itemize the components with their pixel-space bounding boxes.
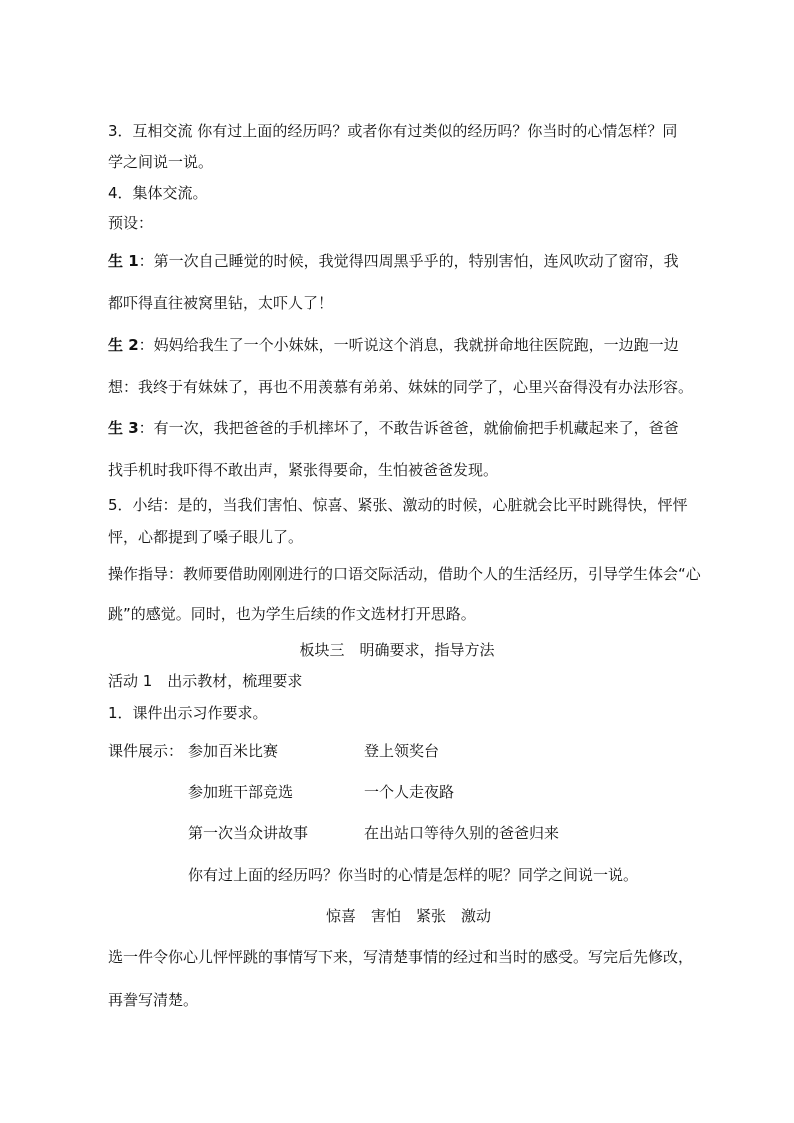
item4: 4．集体交流。 [108,184,208,202]
student1-text: ：第一次自己睡觉的时候，我觉得四周黑乎乎的，特别害怕，连风吹动了窗帘，我 [138,252,679,270]
student2-line1 [108,335,679,355]
emotion-words: 惊喜 害怕 紧张 激动 [326,907,492,925]
student1-line1 [108,251,679,271]
experience-item: 参加班干部竞选 [188,783,294,801]
student3-line2: 找手机时我吓得不敢出声，紧张得要命，生怕被爸爸发现。 [108,461,499,479]
student2-label: 生 2 [108,336,139,354]
final-line2: 再誊写清楚。 [108,991,199,1009]
student3-text: ：有一次，我把爸爸的手机摔坏了，不敢告诉爸爸，就偷偷把手机藏起来了，爸爸 [138,419,679,437]
student3-label: 生 3 [108,419,139,437]
item3-line2: 学之间说一说。 [108,153,214,171]
activity1-heading: 活动 1 出示教材，梳理要求 [108,672,303,690]
student2-text: ：妈妈给我生了一个小妹妹，一听说这个消息，我就拼命地往医院跑，一边跑一边 [138,336,679,354]
experience-item: 参加百米比赛 [188,742,279,760]
courseware-label: 课件展示： [108,742,184,760]
preset-label: 预设： [108,214,154,232]
item1: 1．课件出示习作要求。 [108,704,268,722]
experience-item: 登上领奖台 [364,742,440,760]
guide-line1: 操作指导：教师要借助刚刚进行的口语交际活动，借助个人的生活经历，引导学生体会“心 [108,565,701,583]
courseware-question: 你有过上面的经历吗？你当时的心情是怎样的呢？同学之间说一说。 [188,866,639,884]
experience-item: 在出站口等待久别的爸爸归来 [364,824,560,842]
item5-line1: 5．小结：是的，当我们害怕、惊喜、紧张、激动的时候，心脏就会比平时跳得快，怦怦 [108,496,688,514]
item5-line2: 怦，心都提到了嗓子眼儿了。 [108,528,304,546]
experience-item: 一个人走夜路 [364,783,455,801]
student2-line2: 想：我终于有妹妹了，再也不用羡慕有弟弟、妹妹的同学了，心里兴奋得没有办法形容。 [108,378,694,396]
final-line1: 选一件令你心儿怦怦跳的事情写下来，写清楚事情的经过和当时的感受。写完后先修改， [108,948,694,966]
guide-line2: 跳”的感觉。同时，也为学生后续的作文选材打开思路。 [108,605,476,623]
student1-line2: 都吓得直往被窝里钻，太吓人了！ [108,294,334,312]
student3-line1 [108,418,679,438]
item3-line1: 3．互相交流 你有过上面的经历吗？或者你有过类似的经历吗？你当时的心情怎样？同 [108,122,678,140]
section-title: 板块三 明确要求，指导方法 [299,641,495,659]
student1-label: 生 1 [108,252,139,270]
experience-item: 第一次当众讲故事 [188,824,309,842]
